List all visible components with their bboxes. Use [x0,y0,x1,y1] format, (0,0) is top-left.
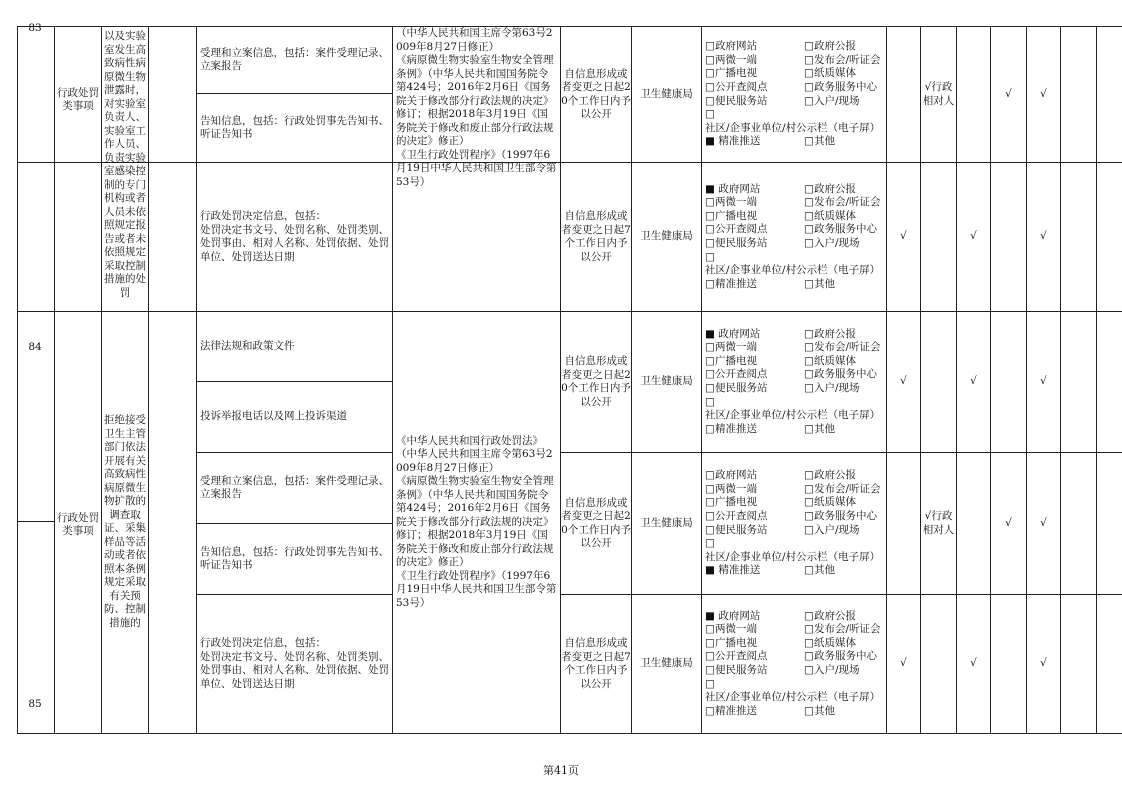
legal-basis: 《中华人民共和国行政处罚法》（中华人民共和国主席令第63号2009年8月27日修正） 《病原微生物实验室生物安全管理条例》（中华人民共和国国务院令第424号；2016年2月6日《国务院关于修改部分行政法规的决定》修订；根据2018年3月19日《国务院关于修改和废止部分行政法规的决定》修正） 《卫生行政处罚程序》（1997年6月19日中华人民共和国卫生部令第53号） [396,434,557,609]
check-mark: √ [1040,375,1047,388]
category-cell: 行政处罚类事项 [57,86,99,112]
time-limit: 自信息形成或者变更之日起20个工作日内予以公开 [561,355,631,408]
time-limit: 自信息形成或者变更之日起7个工作日内予以公开 [561,637,631,690]
check-mark: √ [1040,230,1047,243]
category-cell: 行政处罚类事项 [57,511,99,537]
item-description: 以及实验室发生高致病性病原微生物泄露时，对实验室负责人、实验室工作人员、负责实验室感染控制的专门机构或者人员未依照规定报告或者未依照规定采取控制措施的处罚 [104,30,146,299]
check-mark: √ [1040,516,1047,529]
disclosure-subject: 卫生健康局 [640,657,693,670]
row-number: 83 [28,22,42,34]
legal-basis: （中华人民共和国主席令第63号2009年8月27日修正） 《病原微生物实验室生物安全管理条例》（中华人民共和国国务院令第424号；2016年2月6日《国务院关于修改部分行政法规的决定》修订；根据2018年3月19日《国务院关于修改和废止部分行政法规的决定》修正） 《卫生行政处罚程序》（1997年6月19日中华人民共和国卫生部令第53号） [396,27,557,188]
check-mark: √ [900,657,907,670]
channel-options: □政府网站 □政府公报 □两微一端 □发布会/听证会 □广播电视 □纸质媒体 □公开查阅点 □政务服务中心 □便民服务站 □入户/现场 □社区/企事业单位/村公示栏（电子屏） ■ 精准推送 □其他 [705,40,881,148]
check-mark: √ [900,230,907,243]
check-mark: √ [1040,87,1047,100]
time-limit: 自信息形成或者变更之日起7个工作日内予以公开 [561,210,631,263]
check-mark: √ [1005,87,1012,100]
channel-options: ■ 政府网站 □政府公报 □两微一端 □发布会/听证会 □广播电视 □纸质媒体 □公开查阅点 □政务服务中心 □便民服务站 □入户/现场 □社区/企事业单位/村公示栏（电子屏） □精准推送 □其他 [705,327,881,435]
channel-options: ■ 政府网站 □政府公报 □两微一端 □发布会/听证会 □广播电视 □纸质媒体 □公开查阅点 □政务服务中心 □便民服务站 □入户/现场 □社区/企事业单位/村公示栏（电子屏） □精准推送 □其他 [705,182,881,290]
content-decision: 行政处罚决定信息，包括： 处罚决定书文号、处罚名称、处罚类别、处罚事由、相对人名称、处罚依据、处罚单位、处罚送达日期 [200,210,389,263]
scope-specific: √行政相对人 [922,510,955,536]
item-description: 拒绝接受卫生主管部门依法开展有关高致病性病原微生物扩散的调查取证、采集样品等活动或者依照本条例规定采取有关预防、控制措施的 [104,414,146,629]
check-mark: √ [970,230,977,243]
disclosure-subject: 卫生健康局 [640,87,693,100]
channel-options: □政府网站 □政府公报 □两微一端 □发布会/听证会 □广播电视 □纸质媒体 □公开查阅点 □政务服务中心 □便民服务站 □入户/现场 □社区/企事业单位/村公示栏（电子屏） ■ 精准推送 □其他 [705,469,881,577]
check-mark: √ [1005,516,1012,529]
disclosure-subject: 卫生健康局 [640,230,693,243]
check-mark: √ [970,657,977,670]
content-decision: 行政处罚决定信息，包括： 处罚决定书文号、处罚名称、处罚类别、处罚事由、相对人名称、处罚依据、处罚单位、处罚送达日期 [200,637,389,690]
content-laws: 法律法规和政策文件 [200,339,295,352]
disclosure-subject: 卫生健康局 [640,375,693,388]
content-complaint: 投诉举报电话以及网上投诉渠道 [200,410,347,423]
channel-options: ■ 政府网站 □政府公报 □两微一端 □发布会/听证会 □广播电视 □纸质媒体 □公开查阅点 □政务服务中心 □便民服务站 □入户/现场 □社区/企事业单位/村公示栏（电子屏） □精准推送 □其他 [705,609,881,717]
time-limit: 自信息形成或者变更之日起20个工作日内予以公开 [561,67,631,120]
time-limit: 自信息形成或者变更之日起20个工作日内予以公开 [561,496,631,549]
check-mark: √ [900,375,907,388]
content-case: 受理和立案信息，包括：案件受理记录、立案报告 [200,46,389,72]
check-mark: √ [1040,657,1047,670]
content-notice: 告知信息，包括：行政处罚事先告知书、听证告知书 [200,114,389,140]
row-number: 84 [28,341,42,353]
check-mark: √ [970,375,977,388]
row-number: 85 [28,698,42,710]
content-notice: 告知信息，包括：行政处罚事先告知书、听证告知书 [200,545,389,571]
disclosure-subject: 卫生健康局 [640,516,693,529]
scope-specific: √行政相对人 [922,81,955,107]
page-number: 第41页 [543,764,579,777]
content-case: 受理和立案信息，包括：案件受理记录、立案报告 [200,474,389,500]
